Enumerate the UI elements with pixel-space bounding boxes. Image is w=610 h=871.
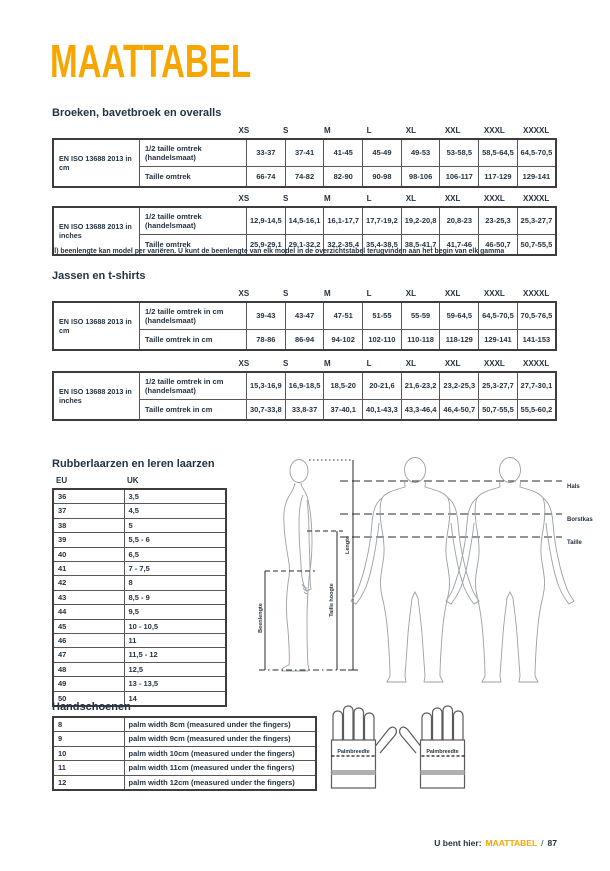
size-column-header: S [282, 289, 289, 298]
size-value-cell: 37-40,1 [324, 399, 363, 420]
table-row [53, 662, 226, 676]
table-row [53, 717, 316, 732]
table-cell: 11,5 - 12 [124, 648, 226, 662]
table-row [53, 562, 226, 576]
size-value-cell: 74-82 [285, 166, 324, 187]
size-value-cell: 86-94 [285, 329, 324, 350]
table-cell: 5,5 - 6 [124, 533, 226, 547]
size-column-header: XS [238, 194, 250, 203]
size-value-cell: 78-86 [247, 329, 286, 350]
broeken-cm-table [52, 138, 557, 188]
breadcrumb [434, 838, 557, 848]
size-column-header: XL [405, 289, 416, 298]
size-value-cell: 21,6-23,2 [401, 372, 440, 399]
measure-label-cell: Taille omtrek [140, 234, 247, 255]
size-column-header: XS [238, 289, 250, 298]
size-column-header: XXXXL [523, 126, 550, 135]
table-row [53, 489, 226, 504]
size-value-cell: 51-55 [363, 302, 402, 329]
size-column-header: XXL [444, 194, 461, 203]
chest-line-label: Borstkas [567, 517, 593, 523]
table-cell: 39 [53, 533, 124, 547]
size-header-row [223, 126, 557, 135]
table-cell: 4,5 [124, 504, 226, 518]
page-number: 87 [547, 838, 557, 848]
size-value-cell: 50,7-55,5 [517, 234, 556, 255]
table-cell: 6,5 [124, 547, 226, 561]
table-row [53, 746, 316, 760]
size-value-cell: 110-118 [401, 329, 440, 350]
size-header-row [223, 194, 557, 203]
table-row [53, 139, 556, 166]
size-column-header: S [282, 126, 289, 135]
table-cell: 12,5 [124, 662, 226, 676]
size-value-cell: 25,3-27,7 [517, 207, 556, 234]
table-cell: 5 [124, 518, 226, 532]
table-cell: 36 [53, 489, 124, 504]
size-value-cell: 17,7-19,2 [363, 207, 402, 234]
size-column-header: XXL [444, 359, 461, 368]
size-column-header: L [366, 289, 372, 298]
table-cell: 13 - 13,5 [124, 677, 226, 691]
size-value-cell: 64,5-70,5 [517, 139, 556, 166]
table-cell: 14 [124, 691, 226, 706]
size-value-cell: 49-53 [401, 139, 440, 166]
size-value-cell: 23-25,3 [479, 207, 518, 234]
size-value-cell: 16,1-17,7 [324, 207, 363, 234]
table-row [53, 619, 226, 633]
section-heading-laarzen: Rubberlaarzen en leren laarzen [52, 458, 215, 470]
table-cell: 50 [53, 691, 124, 706]
size-value-cell: 43-47 [285, 302, 324, 329]
shoe-table-header [52, 476, 225, 485]
size-value-cell: 15,3-16,9 [247, 372, 286, 399]
table-cell: 48 [53, 662, 124, 676]
size-column-header: XL [405, 194, 416, 203]
body-measurement-diagram [257, 450, 607, 690]
size-column-header: XXXXL [523, 289, 550, 298]
size-value-cell: 38,5-41,7 [401, 234, 440, 255]
measure-label-cell: Taille omtrek in cm [140, 399, 247, 420]
table-cell: 37 [53, 504, 124, 518]
norm-row-header-cell: EN ISO 13688 2013 in cm [53, 139, 140, 187]
front-figure-illustration [351, 458, 479, 683]
size-value-cell: 53-58,5 [440, 139, 479, 166]
table-row [53, 207, 556, 234]
size-column-header: L [366, 126, 372, 135]
table-cell: 43 [53, 590, 124, 604]
broeken-cm-table-group [52, 126, 557, 188]
size-value-cell: 32,2-35,4 [324, 234, 363, 255]
table-cell: 45 [53, 619, 124, 633]
table-cell: 9,5 [124, 605, 226, 619]
size-value-cell: 47-51 [324, 302, 363, 329]
side-measurement-lines [259, 460, 358, 670]
size-value-cell: 66-74 [247, 166, 286, 187]
table-cell: 38 [53, 518, 124, 532]
size-value-cell: 25,9-29,1 [247, 234, 286, 255]
size-column-header: XXXL [483, 359, 505, 368]
column-header-uk: UK [127, 476, 139, 485]
table-row [53, 518, 226, 532]
table-row [53, 547, 226, 561]
size-value-cell: 98-106 [401, 166, 440, 187]
size-value-cell: 55-59 [401, 302, 440, 329]
size-value-cell: 41,7-46 [440, 234, 479, 255]
palm-width-label-left: Palmbreedte [337, 749, 370, 755]
measure-label-cell: 1/2 taille omtrek (handelsmaat) [140, 207, 247, 234]
leg-length-measure-label: Beenlengte [258, 603, 264, 633]
table-cell: palm width 10cm (measured under the fingers) [124, 746, 316, 760]
side-figure-illustration [282, 460, 312, 672]
broeken-inches-table-group [52, 194, 557, 256]
size-column-header: XS [238, 359, 250, 368]
shoe-size-table [52, 488, 227, 707]
size-value-cell: 12,9-14,5 [247, 207, 286, 234]
size-column-header: XXXXL [523, 194, 550, 203]
table-cell: palm width 12cm (measured under the fingers) [124, 775, 316, 790]
size-value-cell: 39-43 [247, 302, 286, 329]
size-column-header: XXXL [483, 126, 505, 135]
size-value-cell: 43,3-46,4 [401, 399, 440, 420]
back-figure-illustration [446, 458, 574, 683]
table-row [53, 576, 226, 590]
measure-label-cell: 1/2 taille omtrek in cm (handelsmaat) [140, 302, 247, 329]
size-value-cell: 37-41 [285, 139, 324, 166]
size-value-cell: 58,5-64,5 [479, 139, 518, 166]
section-heading-jassen: Jassen en t-shirts [52, 270, 146, 282]
table-cell: palm width 8cm (measured under the fingers) [124, 717, 316, 732]
breadcrumb-label: U bent hier: [434, 838, 482, 848]
size-value-cell: 46-50,7 [479, 234, 518, 255]
size-column-header: L [366, 194, 372, 203]
table-cell: 11 [53, 761, 124, 775]
size-column-header: M [324, 194, 331, 203]
size-value-cell: 82-90 [324, 166, 363, 187]
table-cell: 41 [53, 562, 124, 576]
norm-row-header-cell: EN ISO 13688 2013 in inches [53, 207, 140, 255]
size-value-cell: 129-141 [517, 166, 556, 187]
table-cell: 49 [53, 677, 124, 691]
table-cell: 11 [124, 634, 226, 648]
leg-length-footnote: (l) beenlengte kan model per variëren. U kunt de beenlengte van elk model in de overzichtstabel terugvinden aan het begin van elk gamma [52, 248, 505, 255]
table-cell: palm width 9cm (measured under the fingers) [124, 732, 316, 746]
table-cell: 40 [53, 547, 124, 561]
table-row [53, 504, 226, 518]
size-value-cell: 40,1-43,3 [363, 399, 402, 420]
size-value-cell: 16,9-18,5 [285, 372, 324, 399]
glove-illustration [332, 706, 397, 788]
size-value-cell: 33,8-37 [285, 399, 324, 420]
glove-size-table [52, 716, 317, 791]
glove-illustration-right [400, 706, 465, 788]
table-cell: 10 [53, 746, 124, 760]
table-row [53, 677, 226, 691]
size-value-cell: 64,5-70,5 [479, 302, 518, 329]
size-header-row [223, 289, 557, 298]
table-cell: 8 [124, 576, 226, 590]
size-column-header: M [324, 126, 331, 135]
table-cell: 12 [53, 775, 124, 790]
size-value-cell: 23,2-25,3 [440, 372, 479, 399]
table-row [53, 775, 316, 790]
size-column-header: XS [238, 126, 250, 135]
table-cell: 10 - 10,5 [124, 619, 226, 633]
size-header-row [223, 359, 557, 368]
table-row [53, 590, 226, 604]
size-column-header: M [324, 289, 331, 298]
palm-width-label-right: Palmbreedte [426, 749, 459, 755]
size-value-cell: 20-21,6 [363, 372, 402, 399]
size-value-cell: 50,7-55,5 [479, 399, 518, 420]
size-value-cell: 29,1-32,2 [285, 234, 324, 255]
size-column-header: XXXL [483, 289, 505, 298]
page-title: MAATTABEL [50, 35, 252, 87]
table-cell: 46 [53, 634, 124, 648]
size-column-header: XXL [444, 289, 461, 298]
jassen-inches-table [52, 371, 557, 421]
neck-line-label: Hals [567, 484, 580, 490]
size-value-cell: 33-37 [247, 139, 286, 166]
size-value-cell: 94-102 [324, 329, 363, 350]
size-column-header: XXXL [483, 194, 505, 203]
table-cell: 8,5 - 9 [124, 590, 226, 604]
section-heading-handschoenen: Handschoenen [52, 701, 131, 713]
breadcrumb-separator: / [541, 838, 544, 848]
table-row [53, 372, 556, 399]
size-column-header: S [282, 194, 289, 203]
table-cell: 7 - 7,5 [124, 562, 226, 576]
size-value-cell: 118-129 [440, 329, 479, 350]
norm-row-header-cell: EN ISO 13688 2013 in cm [53, 302, 140, 350]
table-row [53, 648, 226, 662]
size-column-header: M [324, 359, 331, 368]
table-row [53, 761, 316, 775]
size-column-header: L [366, 359, 372, 368]
size-value-cell: 46,4-50,7 [440, 399, 479, 420]
section-heading-broeken: Broeken, bavetbroek en overalls [52, 107, 222, 119]
size-value-cell: 70,5-76,5 [517, 302, 556, 329]
measure-label-cell: Taille omtrek in cm [140, 329, 247, 350]
jassen-inches-table-group [52, 359, 557, 421]
table-cell: 9 [53, 732, 124, 746]
size-column-header: XL [405, 359, 416, 368]
size-value-cell: 18,5-20 [324, 372, 363, 399]
size-column-header: XXXXL [523, 359, 550, 368]
size-value-cell: 41-45 [324, 139, 363, 166]
size-value-cell: 45-49 [363, 139, 402, 166]
size-column-header: XXL [444, 126, 461, 135]
waist-line-label: Taille [567, 540, 582, 546]
size-value-cell: 102-110 [363, 329, 402, 350]
size-value-cell: 117-129 [479, 166, 518, 187]
length-measure-label: Lengte [345, 535, 351, 555]
size-value-cell: 19,2-20,8 [401, 207, 440, 234]
table-cell: palm width 11cm (measured under the fingers) [124, 761, 316, 775]
measure-label-cell: 1/2 taille omtrek (handelsmaat) [140, 139, 247, 166]
waist-height-measure-label: Taille hoogte [329, 583, 335, 617]
measure-label-cell: 1/2 taille omtrek in cm (handelsmaat) [140, 372, 247, 399]
size-value-cell: 20,8-23 [440, 207, 479, 234]
size-value-cell: 35,4-38,5 [363, 234, 402, 255]
table-cell: 8 [53, 717, 124, 732]
jassen-cm-table-group [52, 289, 557, 351]
glove-diagram [328, 702, 468, 794]
table-row [53, 634, 226, 648]
size-value-cell: 106-117 [440, 166, 479, 187]
table-cell: 44 [53, 605, 124, 619]
table-cell: 42 [53, 576, 124, 590]
table-row [53, 605, 226, 619]
size-value-cell: 27,7-30,1 [517, 372, 556, 399]
size-value-cell: 55,5-60,2 [517, 399, 556, 420]
size-value-cell: 14,5-16,1 [285, 207, 324, 234]
norm-row-header-cell: EN ISO 13688 2013 in inches [53, 372, 140, 420]
column-header-eu: EU [56, 476, 68, 485]
size-column-header: S [282, 359, 289, 368]
table-cell: 3,5 [124, 489, 226, 504]
size-value-cell: 129-141 [479, 329, 518, 350]
size-value-cell: 30,7-33,8 [247, 399, 286, 420]
size-value-cell: 25,3-27,7 [479, 372, 518, 399]
size-value-cell: 141-153 [517, 329, 556, 350]
table-cell: 47 [53, 648, 124, 662]
size-value-cell: 90-98 [363, 166, 402, 187]
table-row [53, 302, 556, 329]
breadcrumb-current-page: MAATTABEL [485, 838, 538, 848]
size-column-header: XL [405, 126, 416, 135]
table-row [53, 533, 226, 547]
size-value-cell: 59-64,5 [440, 302, 479, 329]
measure-label-cell: Taille omtrek [140, 166, 247, 187]
jassen-cm-table [52, 301, 557, 351]
table-row [53, 732, 316, 746]
